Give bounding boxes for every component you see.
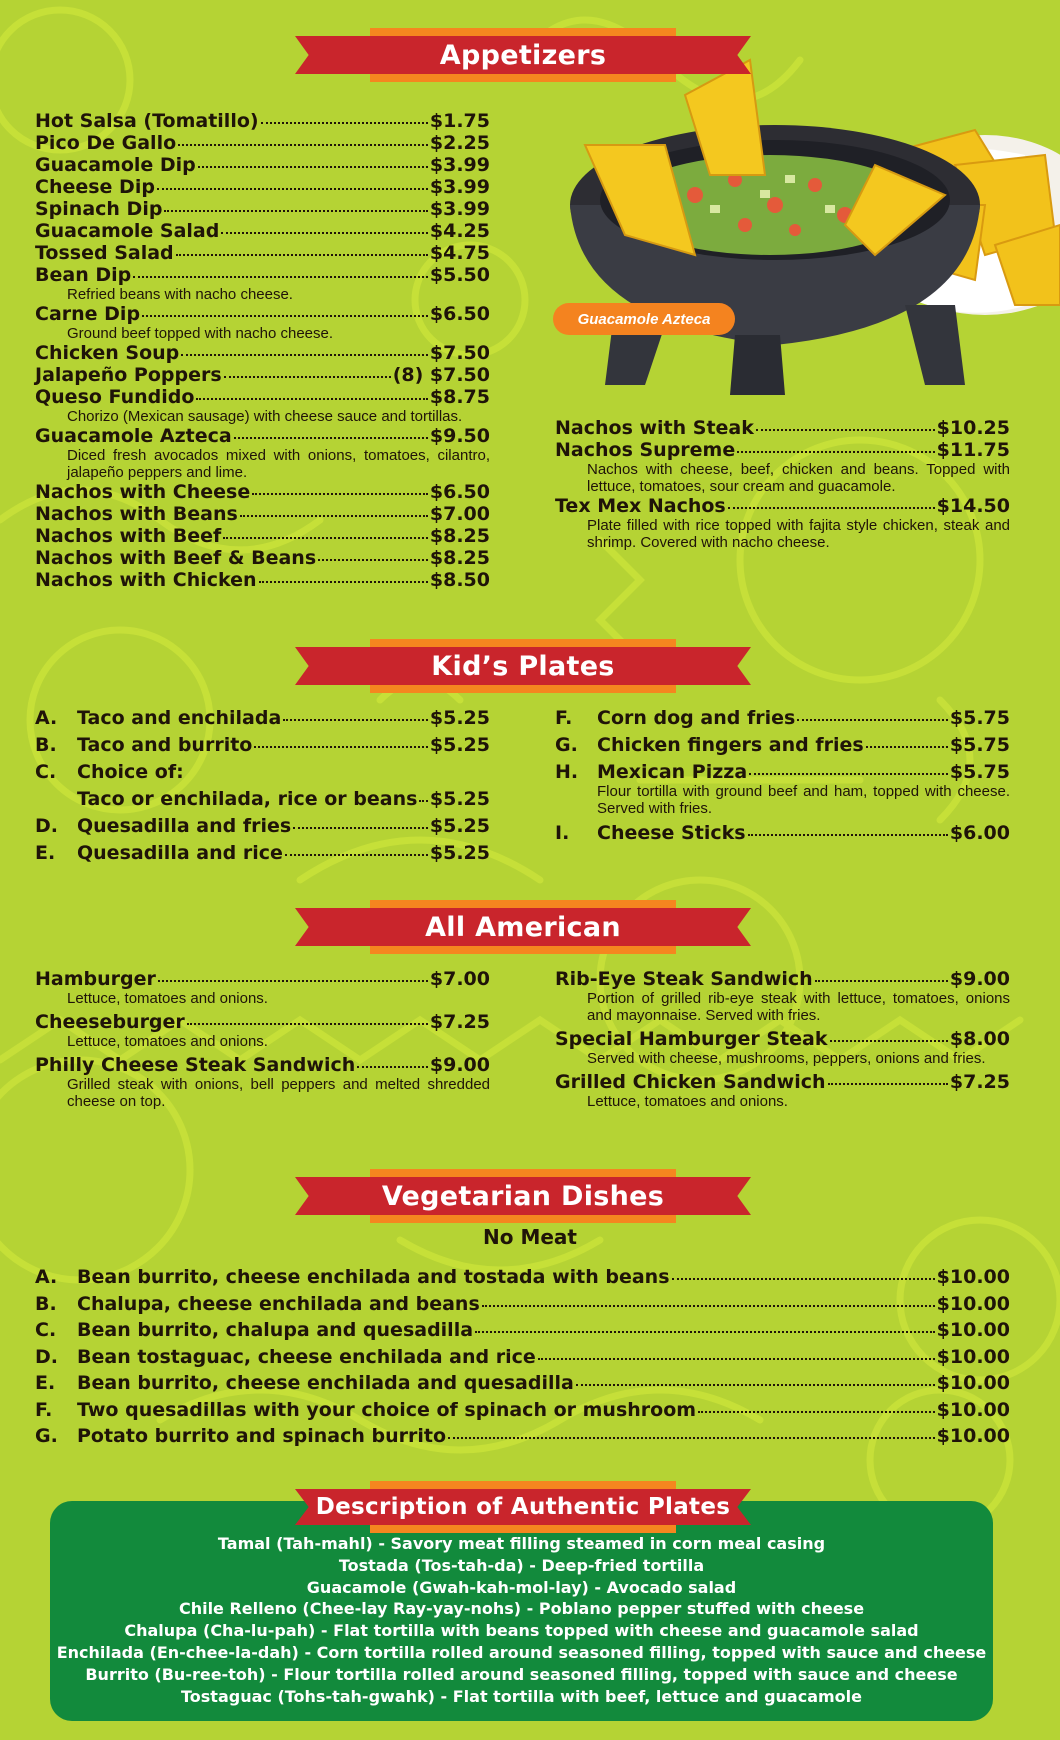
item-name: Bean burrito, chalupa and quesadilla xyxy=(77,1319,474,1341)
item-price: $1.75 xyxy=(429,110,490,132)
item-name: Nachos with Beef & Beans xyxy=(35,547,317,569)
item-name: Rib-Eye Steak Sandwich xyxy=(555,968,813,990)
dot-leader xyxy=(196,398,427,400)
dot-leader xyxy=(737,451,934,453)
item-price: $7.50 xyxy=(429,342,490,364)
dot-leader xyxy=(828,1083,948,1085)
item-price: $5.50 xyxy=(429,264,490,286)
dot-leader xyxy=(224,376,391,378)
dot-leader xyxy=(448,1437,935,1439)
menu-item-row xyxy=(35,364,490,386)
dot-leader xyxy=(259,581,428,583)
item-name: Choice of: xyxy=(77,761,184,783)
item-description: Grilled steak with onions, bell peppers and melted shredded cheese on top. xyxy=(67,1076,490,1110)
menu-item xyxy=(35,1293,1010,1315)
menu-item-row xyxy=(35,734,490,756)
item-letter: H. xyxy=(555,761,579,783)
item-price: $8.00 xyxy=(949,1028,1010,1050)
vegetarian-banner xyxy=(295,1177,751,1215)
item-name: Hot Salsa (Tomatillo) xyxy=(35,110,259,132)
menu-item xyxy=(555,822,1010,844)
item-name: Cheese Dip xyxy=(35,176,155,198)
kids-plates-title: Kid’s Plates xyxy=(431,650,615,682)
item-price: $8.75 xyxy=(429,386,490,408)
item-price: $10.00 xyxy=(936,1266,1010,1288)
item-description: Lettuce, tomatoes and onions. xyxy=(67,1033,268,1050)
menu-item xyxy=(35,525,490,547)
menu-item xyxy=(35,264,490,303)
item-letter: B. xyxy=(35,1292,57,1315)
dot-leader xyxy=(419,800,427,802)
item-name: Nachos with Beef xyxy=(35,525,222,547)
menu-item xyxy=(35,1425,1010,1447)
item-name: Spinach Dip xyxy=(35,198,163,220)
dot-leader xyxy=(318,559,428,561)
all-american-title: All American xyxy=(425,911,621,943)
item-price: $5.25 xyxy=(429,815,490,837)
item-letter: A. xyxy=(35,707,58,729)
authentic-plate-line: Guacamole (Gwah-kah-mol-lay) - Avocado salad xyxy=(306,1577,737,1597)
dot-leader xyxy=(749,773,948,775)
menu-item xyxy=(35,734,490,756)
menu-item xyxy=(35,425,490,481)
dot-leader xyxy=(357,1066,428,1068)
menu-item xyxy=(35,707,490,729)
item-price: $2.25 xyxy=(429,132,490,154)
item-price: $5.75 xyxy=(949,761,1010,783)
authentic-plate-line: Tamal (Tah-mahl) - Savory meat filling steamed in corn meal casing xyxy=(217,1534,826,1553)
menu-item-row xyxy=(35,425,490,447)
item-name: Nachos with Beans xyxy=(35,503,238,525)
menu-item xyxy=(555,417,1010,439)
menu-item-row xyxy=(35,386,490,408)
dot-leader xyxy=(748,834,948,836)
menu-item xyxy=(555,761,1010,817)
menu-item xyxy=(35,364,490,386)
menu-item-row xyxy=(555,761,1010,783)
menu-item-row xyxy=(35,968,490,990)
all-american-list-left xyxy=(35,968,490,1114)
item-name: Two quesadillas with your choice of spinach or mushroom xyxy=(77,1398,697,1421)
item-price: $3.99 xyxy=(429,176,490,198)
appetizers-banner xyxy=(295,36,751,74)
authentic-plates-title: Description of Authentic Plates xyxy=(315,1494,731,1520)
item-name: Bean burrito, cheese enchilada and tostada with beans xyxy=(77,1266,670,1288)
item-price: $5.25 xyxy=(429,707,490,729)
menu-item-row xyxy=(35,110,490,132)
dot-leader xyxy=(866,746,948,748)
kids-plates-banner xyxy=(295,647,751,685)
menu-item-row xyxy=(555,439,1010,461)
item-name: Potato burrito and spinach burrito xyxy=(77,1425,447,1447)
menu-item xyxy=(35,761,490,783)
item-letter: D. xyxy=(35,1345,58,1368)
item-letter: A. xyxy=(35,1266,58,1288)
item-letter: I. xyxy=(555,822,570,844)
item-price: $5.25 xyxy=(429,734,490,756)
menu-item-row xyxy=(35,1346,1010,1368)
menu-item-row xyxy=(35,1425,1010,1447)
dot-leader xyxy=(181,354,428,356)
item-price: $11.75 xyxy=(936,439,1010,461)
item-price: $4.75 xyxy=(429,242,490,264)
authentic-plates-box xyxy=(50,1501,993,1721)
dot-leader xyxy=(157,188,428,190)
menu-item-row xyxy=(555,734,1010,756)
item-description: Plate filled with rice topped with fajita style chicken, steak and shrimp. Covered with nacho cheese. xyxy=(587,517,1010,551)
appetizers-title: Appetizers xyxy=(439,39,607,71)
menu-item xyxy=(35,788,490,810)
item-name: Bean tostaguac, cheese enchilada and rice xyxy=(77,1345,536,1368)
item-price: $5.25 xyxy=(429,842,490,864)
dot-leader xyxy=(223,537,428,539)
menu-item-row xyxy=(555,822,1010,844)
menu-item xyxy=(555,1071,1010,1110)
item-description: Lettuce, tomatoes and onions. xyxy=(67,990,268,1007)
menu-item xyxy=(35,132,490,154)
dot-leader xyxy=(482,1305,935,1307)
authentic-plate-line: Enchilada (En-chee-la-dah) - Corn tortilla rolled around seasoned filling, topped with sauce and cheese xyxy=(56,1642,987,1662)
menu-item xyxy=(35,154,490,176)
menu-item xyxy=(35,198,490,220)
menu-item xyxy=(555,1028,1010,1067)
item-letter: F. xyxy=(555,707,573,729)
item-name: Jalapeño Poppers xyxy=(35,364,222,386)
menu-item-row xyxy=(35,1293,1010,1315)
dot-leader xyxy=(797,719,948,721)
item-letter: D. xyxy=(35,815,58,837)
item-price: $9.00 xyxy=(949,968,1010,990)
menu-item xyxy=(555,734,1010,756)
menu-item-row xyxy=(35,815,490,837)
item-letter: G. xyxy=(35,1425,58,1447)
item-name: Queso Fundido xyxy=(35,386,195,408)
dot-leader xyxy=(176,254,428,256)
item-name: Bean Dip xyxy=(35,264,132,286)
item-name: Grilled Chicken Sandwich xyxy=(555,1071,826,1093)
dot-leader xyxy=(158,980,428,982)
item-description: Served with cheese, mushrooms, peppers, onions and fries. xyxy=(587,1050,986,1067)
menu-item-row xyxy=(555,417,1010,439)
item-price: $5.75 xyxy=(949,734,1010,756)
authentic-plates-banner xyxy=(295,1489,751,1525)
item-price: $7.00 xyxy=(429,968,490,990)
item-price: $10.25 xyxy=(936,417,1010,439)
menu-item xyxy=(555,968,1010,1024)
item-price: $6.00 xyxy=(949,822,1010,844)
item-name: Chicken fingers and fries xyxy=(597,734,864,756)
dot-leader xyxy=(285,854,428,856)
menu-item-row xyxy=(555,1028,1010,1050)
item-price: $7.25 xyxy=(429,1011,490,1033)
item-price: $3.99 xyxy=(429,198,490,220)
menu-item-row xyxy=(35,1372,1010,1394)
dot-leader xyxy=(283,719,428,721)
photo-caption-badge: Guacamole Azteca xyxy=(553,303,735,335)
item-name: Tossed Salad xyxy=(35,242,174,264)
dot-leader xyxy=(538,1358,935,1360)
item-name: Taco and enchilada xyxy=(77,707,282,729)
item-price: $5.75 xyxy=(949,707,1010,729)
item-letter: C. xyxy=(35,761,57,783)
menu-item-row xyxy=(35,132,490,154)
item-price: $8.50 xyxy=(429,569,490,591)
item-letter: C. xyxy=(35,1319,57,1341)
dot-leader xyxy=(475,1331,935,1333)
item-price: $10.00 xyxy=(936,1319,1010,1341)
item-name: Nachos Supreme xyxy=(555,439,736,461)
menu-item xyxy=(35,220,490,242)
item-name: Guacamole Salad xyxy=(35,220,220,242)
item-name: Cheeseburger xyxy=(35,1011,185,1033)
vegetarian-title: Vegetarian Dishes xyxy=(381,1180,665,1212)
item-description: Lettuce, tomatoes and onions. xyxy=(587,1093,788,1110)
item-name: Chicken Soup xyxy=(35,342,180,364)
menu-item xyxy=(555,439,1010,495)
dot-leader xyxy=(164,210,427,212)
menu-item-row xyxy=(35,154,490,176)
menu-item-row xyxy=(555,707,1010,729)
menu-item xyxy=(35,503,490,525)
item-name: Taco or enchilada, rice or beans xyxy=(77,788,418,810)
item-name: Taco and burrito xyxy=(77,734,253,756)
item-price: $14.50 xyxy=(936,495,1010,517)
menu-item xyxy=(35,386,490,425)
menu-item-row xyxy=(35,1399,1010,1421)
appetizers-list-left xyxy=(35,110,490,591)
item-price: (8) $7.50 xyxy=(392,364,490,386)
dot-leader xyxy=(240,515,428,517)
menu-item-row xyxy=(35,242,490,264)
menu-item xyxy=(35,815,490,837)
menu-item-row xyxy=(35,1011,490,1033)
item-price: $8.25 xyxy=(429,525,490,547)
item-name: Special Hamburger Steak xyxy=(555,1028,828,1050)
menu-item xyxy=(35,1346,1010,1368)
menu-item-row xyxy=(35,569,490,591)
menu-item xyxy=(35,1266,1010,1288)
dot-leader xyxy=(756,429,935,431)
item-name: Guacamole Azteca xyxy=(35,425,232,447)
menu-item xyxy=(35,547,490,569)
item-name: Tex Mex Nachos xyxy=(555,495,726,517)
item-price: $7.25 xyxy=(949,1071,1010,1093)
menu-item-row xyxy=(555,495,1010,517)
dot-leader xyxy=(142,315,428,317)
menu-item xyxy=(35,1319,1010,1341)
item-letter: F. xyxy=(35,1398,53,1421)
menu-item-row xyxy=(35,220,490,242)
item-description: Refried beans with nacho cheese. xyxy=(67,286,293,303)
item-price: $10.00 xyxy=(936,1425,1010,1447)
all-american-banner xyxy=(295,908,751,946)
item-description: Diced fresh avocados mixed with onions, tomatoes, cilantro, jalapeño peppers and lime. xyxy=(67,447,490,481)
item-price: $10.00 xyxy=(936,1292,1010,1315)
dot-leader xyxy=(830,1040,948,1042)
menu-item-row xyxy=(555,1071,1010,1093)
vegetarian-list xyxy=(35,1266,1010,1452)
item-price: $8.25 xyxy=(429,547,490,569)
item-price: $6.50 xyxy=(429,303,490,325)
item-name: Pico De Gallo xyxy=(35,132,177,154)
item-description: Portion of grilled rib-eye steak with lettuce, tomatoes, onions and mayonnaise. Served with fries. xyxy=(587,990,1010,1024)
appetizers-list-right xyxy=(555,417,1010,551)
item-name: Carne Dip xyxy=(35,303,141,325)
item-name: Bean burrito, cheese enchilada and quesadilla xyxy=(77,1372,574,1394)
dot-leader xyxy=(178,144,428,146)
item-description: Chorizo (Mexican sausage) with cheese sauce and tortillas. xyxy=(67,408,463,425)
menu-item xyxy=(35,303,490,342)
menu-item-row xyxy=(35,481,490,503)
all-american-list-right xyxy=(555,968,1010,1114)
menu-item xyxy=(35,342,490,364)
item-name: Nachos with Chicken xyxy=(35,569,257,591)
menu-item-row xyxy=(35,1266,1010,1288)
menu-item-row xyxy=(555,968,1010,990)
dot-leader xyxy=(187,1023,428,1025)
menu-item xyxy=(35,842,490,864)
item-price: $10.00 xyxy=(936,1372,1010,1394)
dot-leader xyxy=(698,1411,935,1413)
item-letter: B. xyxy=(35,734,57,756)
menu-item xyxy=(555,707,1010,729)
menu-item-row xyxy=(35,503,490,525)
item-price: $10.00 xyxy=(936,1345,1010,1368)
dot-leader xyxy=(252,493,428,495)
authentic-plate-line: Burrito (Bu-ree-toh) - Flour tortilla rolled around seasoned filling, topped with sauce and cheese xyxy=(85,1664,958,1684)
item-price: $6.50 xyxy=(429,481,490,503)
menu-item-row xyxy=(35,707,490,729)
menu-item xyxy=(35,569,490,591)
authentic-plate-line: Chile Relleno (Chee-lay Ray-yay-nohs) - Poblano pepper stuffed with cheese xyxy=(178,1599,865,1619)
menu-item xyxy=(35,1372,1010,1394)
menu-item-row xyxy=(35,198,490,220)
menu-item xyxy=(35,242,490,264)
item-price: $7.00 xyxy=(429,503,490,525)
item-name: Guacamole Dip xyxy=(35,154,196,176)
menu-item xyxy=(35,481,490,503)
menu-item-row xyxy=(35,761,490,783)
menu-item-row xyxy=(35,264,490,286)
authentic-plate-line: Tostaguac (Tohs-tah-gwahk) - Flat tortilla with beef, lettuce and guacamole xyxy=(181,1686,862,1706)
dot-leader xyxy=(133,276,428,278)
item-name: Nachos with Cheese xyxy=(35,481,251,503)
menu-item xyxy=(35,176,490,198)
menu-item-row xyxy=(35,788,490,810)
menu-item-row xyxy=(35,547,490,569)
item-price: $10.00 xyxy=(936,1398,1010,1421)
dot-leader xyxy=(672,1278,935,1280)
menu-item xyxy=(555,495,1010,551)
item-description: Nachos with cheese, beef, chicken and beans. Topped with lettuce, tomatoes, sour cream and guacamole. xyxy=(587,461,1010,495)
guacamole-azteca-photo xyxy=(545,55,1060,400)
item-price: $4.25 xyxy=(429,220,490,242)
menu-item xyxy=(35,1054,490,1110)
authentic-plate-line: Tostada (Tos-tah-da) - Deep-fried tortilla xyxy=(338,1555,705,1575)
item-letter: E. xyxy=(35,1372,56,1394)
item-name: Hamburger xyxy=(35,968,156,990)
item-description: Flour tortilla with ground beef and ham, topped with cheese. Served with fries. xyxy=(597,783,1010,817)
item-price: $3.99 xyxy=(429,154,490,176)
item-price: $9.50 xyxy=(429,425,490,447)
dot-leader xyxy=(576,1384,935,1386)
dot-leader xyxy=(234,437,428,439)
menu-item-row xyxy=(35,176,490,198)
item-letter: E. xyxy=(35,842,56,864)
item-letter: G. xyxy=(555,734,578,756)
item-name: Chalupa, cheese enchilada and beans xyxy=(77,1292,480,1315)
menu-item-row xyxy=(35,1054,490,1076)
dot-leader xyxy=(261,122,428,124)
item-name: Quesadilla and rice xyxy=(77,842,283,864)
menu-item xyxy=(35,968,490,1007)
kids-plates-list-left xyxy=(35,707,490,869)
dot-leader xyxy=(815,980,948,982)
menu-item xyxy=(35,110,490,132)
dot-leader xyxy=(254,746,428,748)
menu-item-row xyxy=(35,1319,1010,1341)
item-name: Cheese Sticks xyxy=(597,822,746,844)
menu-item-row xyxy=(35,342,490,364)
menu-item xyxy=(35,1399,1010,1421)
menu-item-row xyxy=(35,303,490,325)
item-name: Quesadilla and fries xyxy=(77,815,292,837)
item-price: $9.00 xyxy=(429,1054,490,1076)
menu-item xyxy=(35,1011,490,1050)
item-name: Mexican Pizza xyxy=(597,761,748,783)
kids-plates-list-right xyxy=(555,707,1010,849)
menu-item-row xyxy=(35,842,490,864)
menu-item-row xyxy=(35,525,490,547)
dot-leader xyxy=(221,232,428,234)
item-price: $5.25 xyxy=(429,788,490,810)
item-name: Philly Cheese Steak Sandwich xyxy=(35,1054,356,1076)
authentic-plate-line: Chalupa (Cha-lu-pah) - Flat tortilla with beans topped with cheese and guacamole salad xyxy=(124,1621,919,1641)
dot-leader xyxy=(293,827,428,829)
vegetarian-subtitle: No Meat xyxy=(483,1225,577,1249)
item-name: Corn dog and fries xyxy=(597,707,796,729)
dot-leader xyxy=(198,166,428,168)
authentic-plates-lines xyxy=(50,1533,993,1707)
item-description: Ground beef topped with nacho cheese. xyxy=(67,325,334,342)
item-name: Nachos with Steak xyxy=(555,417,754,439)
dot-leader xyxy=(728,507,935,509)
